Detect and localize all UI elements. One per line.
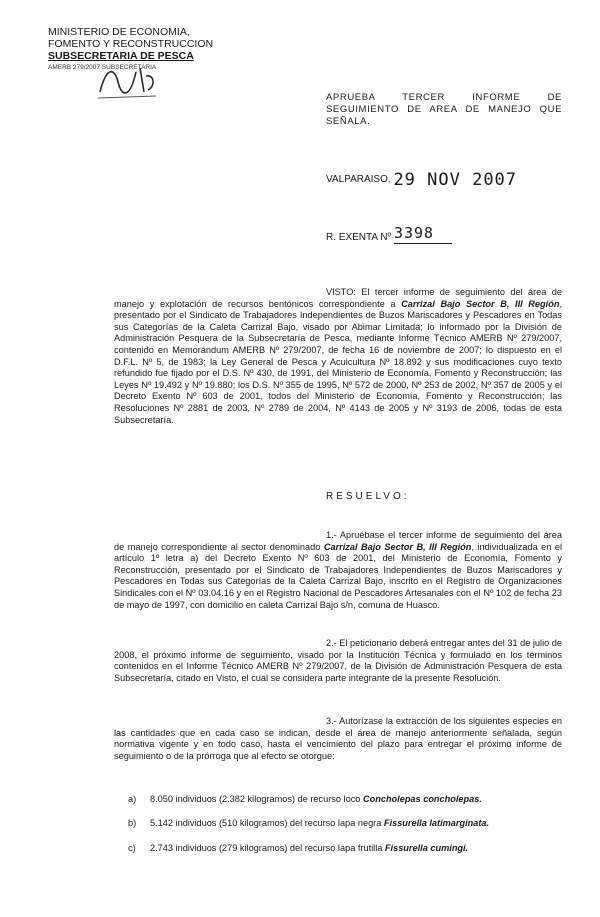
- list-item: b) 5.142 individuos (510 kilogramos) del recurso lapa negra Fissurella latimarginata.: [128, 818, 490, 828]
- resolution-number: [326, 224, 452, 244]
- sector-name-2: Carrizal Bajo Sector B, III Región: [323, 541, 472, 552]
- reference-code: AMERB 279/2007 SUBSECRETARIA: [48, 64, 157, 71]
- date-stamp: 29 NOV 2007: [393, 170, 518, 190]
- exenta-label: R. EXENTA Nº: [326, 232, 392, 243]
- ministry-name-2: FOMENTO Y RECONSTRUCCION: [48, 38, 214, 50]
- sector-name: Carrizal Bajo Sector B, III Región: [401, 298, 560, 309]
- article-3: 3.- Autorízase la extracción de los siguientes especies en las cantidades que en cada caso se indican, desde el área de manejo anteriormente señalada, según normativa vigente y en todo caso, hasta el vencimiento del plazo para entregar el próximo informe de seguimiento o de la prórroga que al efecto se otorgue:: [114, 716, 562, 761]
- visto-paragraph: VISTO: El tercer informe de seguimiento del área de manejo y explotación de recursos bentónicos correspondiente a Carrizal Bajo Sector B, III Región, presentado por el Sindicato de Trabajadores Independientes de Buzos Mariscadores y Pescadores en Todas sus Categorías de la Caleta Carrizal Bajo, visado por Abimar Limitada; lo informado por la División de Administración Pesquera de la Subsecretaría de Pesca, mediante Informe Técnico AMERB Nº 279/2007, contenido en Memorándum AMERB Nº 279/2007, de fecha 16 de noviembre de 2007; lo dispuesto en el D.F.L. Nº 5, de 1983; la Ley General de Pesca y Acuicultura Nº 18.892 y sus modificaciones cuyo texto refundido fue fijado por el D.S. Nº 430, de 1991, del Ministerio de Economía, Fomento y Reconstrucción; las Leyes Nº 19.492 y Nº 19.880; los D.S. Nº 355 de 1995, Nº 572 de 2000, Nº 253 de 2002, Nº 357 de 2005 y el Decreto Exento Nº 603 de 2001, todos del Ministerio de Economía, Fomento y Reconstrucción; las Resoluciones Nº 2881 de 2003, Nº 2789 de 2004, Nº 4143 de 2005 y Nº 3193 de 2006, todas de esta Subsecretaría.: [114, 287, 562, 425]
- article-1: 1.- Apruébase el tercer informe de seguimiento del área de manejo correspondiente al sector denominado Carrizal Bajo Sector B, III Región, individualizada en el artículo 1º letra a) del Decreto Exento Nº 603 de 2001, del Ministerio de Economía, Fomento y Reconstrucción, presentado por el Sindicato de Trabajadores Independientes de Buzos Mariscadores y Pescadores en Todas sus Categorías de la Caleta Carrizal Bajo, inscrito en el Registro de Organizaciones Sindicales con el Nº 03.04.16 y en el Registro Nacional de Pescadores Artesanales con el Nº 102 de fecha 23 de mayo de 1997, con domicilio en caleta Carrizal Bajo s/n, comuna de Huasco.: [114, 530, 563, 610]
- resuelvo-heading: RESUELVO:: [326, 491, 410, 502]
- place: VALPARAISO,: [326, 174, 391, 185]
- signature-stamp: [96, 62, 160, 109]
- article-2: 2.- El peticionario deberá entregar antes del 31 de julio de 2008, el próximo informe de seguimiento, visado por la Institución Técnica y formulado en los términos contenidos en el Informe Técnico AMERB Nº 279/2007, de la División de Administración Pesquera de esta Subsecretaría, citado en Visto, el cual se considera parte integrante de la presente Resolución.: [114, 638, 562, 683]
- document-subject: APRUEBA TERCER INFORME DE SEGUIMIENTO DE AREA DE MANEJO QUE SEÑALA.: [326, 92, 562, 127]
- exenta-number: 3398: [393, 224, 435, 242]
- place-date: [326, 170, 517, 190]
- ministry-name: MINISTERIO DE ECONOMIA,: [48, 26, 190, 38]
- list-item: a) 8.050 individuos (2.382 kilogramos) de recurso loco Concholepas concholepas.: [128, 794, 482, 804]
- subsecretaria-name: SUBSECRETARIA DE PESCA: [48, 50, 194, 62]
- list-item: c) 2.743 individuos (279 kilogramos) del recurso lapa frutilla Fissurella cumingi.: [128, 843, 469, 853]
